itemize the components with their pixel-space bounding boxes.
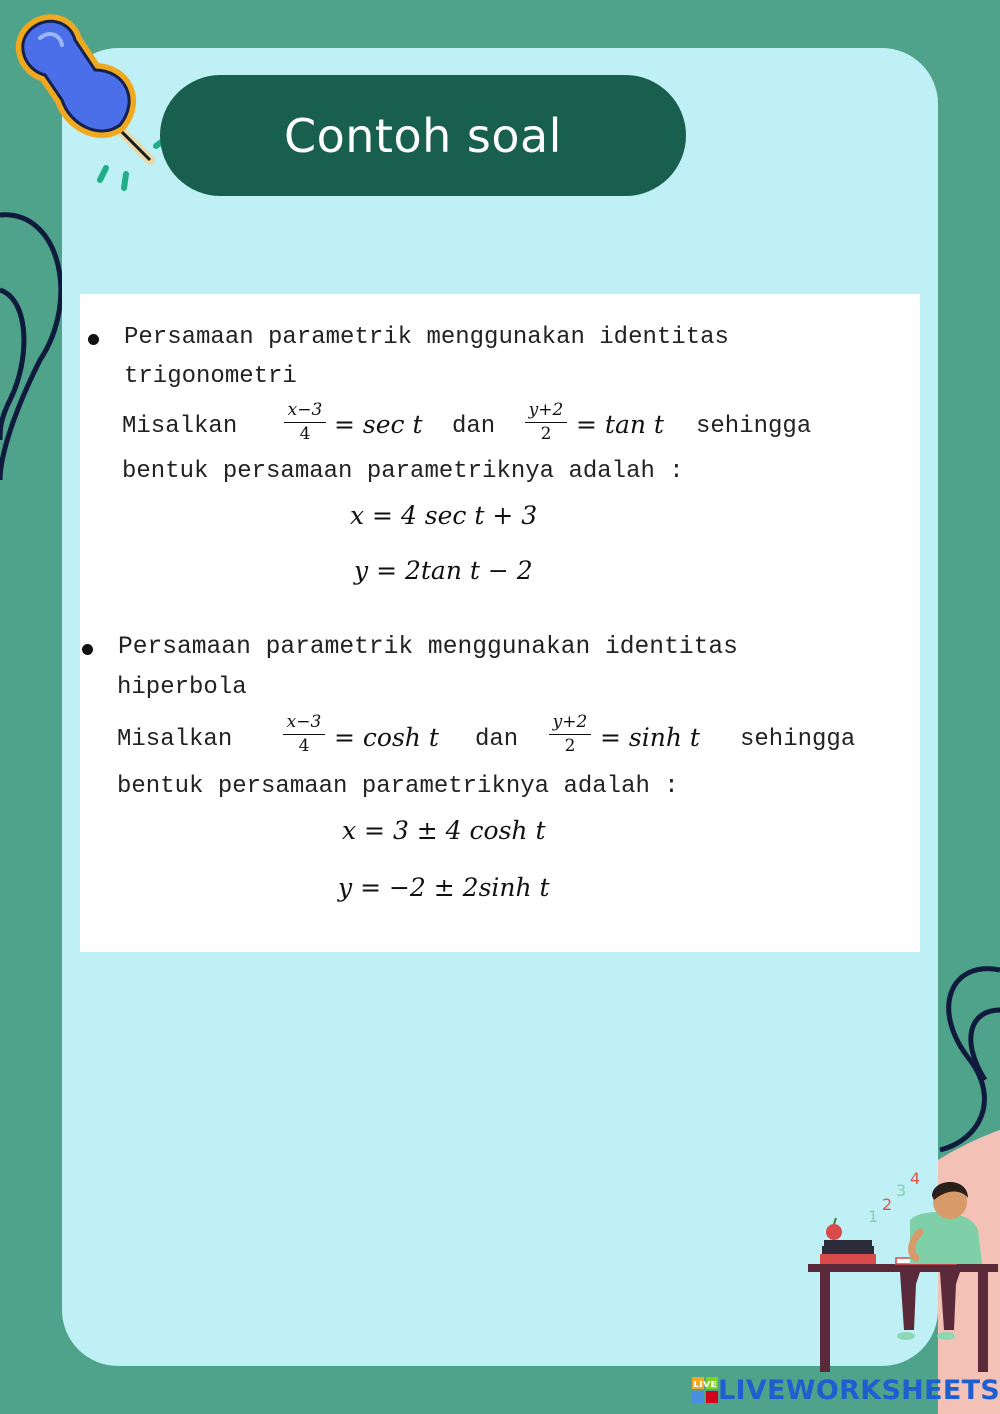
fraction-denominator: 4 <box>299 424 311 444</box>
section2-eq2-rhs: = sinh t <box>600 723 700 752</box>
section1-misalkan: Misalkan <box>122 413 238 440</box>
illustration-number-3: 3 <box>896 1181 907 1200</box>
section2-line2: hiperbola <box>117 674 247 701</box>
section1-fraction-x <box>284 400 326 445</box>
section1-line4: bentuk persamaan parametriknya adalah : <box>122 458 684 485</box>
liveworksheets-logo[interactable] <box>692 1374 1000 1406</box>
section2-eq1-rhs: = cosh t <box>334 723 439 752</box>
fraction-numerator: y+2 <box>525 400 567 423</box>
pushpin-icon <box>0 0 190 200</box>
section1-eq2-rhs: = tan t <box>576 410 664 439</box>
section2-line1: Persamaan parametrik menggunakan identitas <box>118 634 738 661</box>
title-banner <box>160 75 686 196</box>
section2-sehingga: sehingga <box>740 726 856 753</box>
fraction-denominator: 2 <box>564 736 576 756</box>
section2-result-x: x = 3 ± 4 cosh t <box>342 816 546 845</box>
illustration-number-1: 1 <box>868 1207 879 1226</box>
fraction-numerator: y+2 <box>549 712 591 735</box>
section1-result-y: y = 2tan t − 2 <box>354 556 533 585</box>
fraction-numerator: x−3 <box>284 400 326 423</box>
section2-line4: bentuk persamaan parametriknya adalah : <box>117 773 679 800</box>
section1-eq1-rhs: = sec t <box>334 410 423 439</box>
section2-result-y: y = −2 ± 2sinh t <box>338 873 550 902</box>
student-illustration <box>800 1160 1000 1380</box>
section2-fraction-y <box>549 712 591 757</box>
fraction-numerator: x−3 <box>283 712 325 735</box>
logo-badge: LIVE <box>693 1380 717 1389</box>
illustration-number-2: 2 <box>882 1195 893 1214</box>
section1-line1: Persamaan parametrik menggunakan identitas <box>124 324 729 351</box>
section1-line2: trigonometri <box>124 363 297 390</box>
fraction-denominator: 4 <box>298 736 310 756</box>
section2-fraction-x <box>283 712 325 757</box>
section1-sehingga: sehingga <box>696 413 812 440</box>
bullet-1 <box>88 334 99 345</box>
bullet-2 <box>82 644 93 655</box>
section1-fraction-y <box>525 400 567 445</box>
liveworksheets-logo-icon <box>692 1377 718 1403</box>
section2-dan: dan <box>475 726 519 753</box>
section1-result-x: x = 4 sec t + 3 <box>350 501 538 530</box>
fraction-denominator: 2 <box>540 424 552 444</box>
section1-dan: dan <box>452 413 496 440</box>
section2-misalkan: Misalkan <box>117 726 233 753</box>
illustration-number-4: 4 <box>910 1169 921 1188</box>
logo-text: LIVEWORKSHEETS <box>718 1374 1000 1406</box>
content-box <box>80 294 920 952</box>
page-title: Contoh soal <box>284 108 562 163</box>
